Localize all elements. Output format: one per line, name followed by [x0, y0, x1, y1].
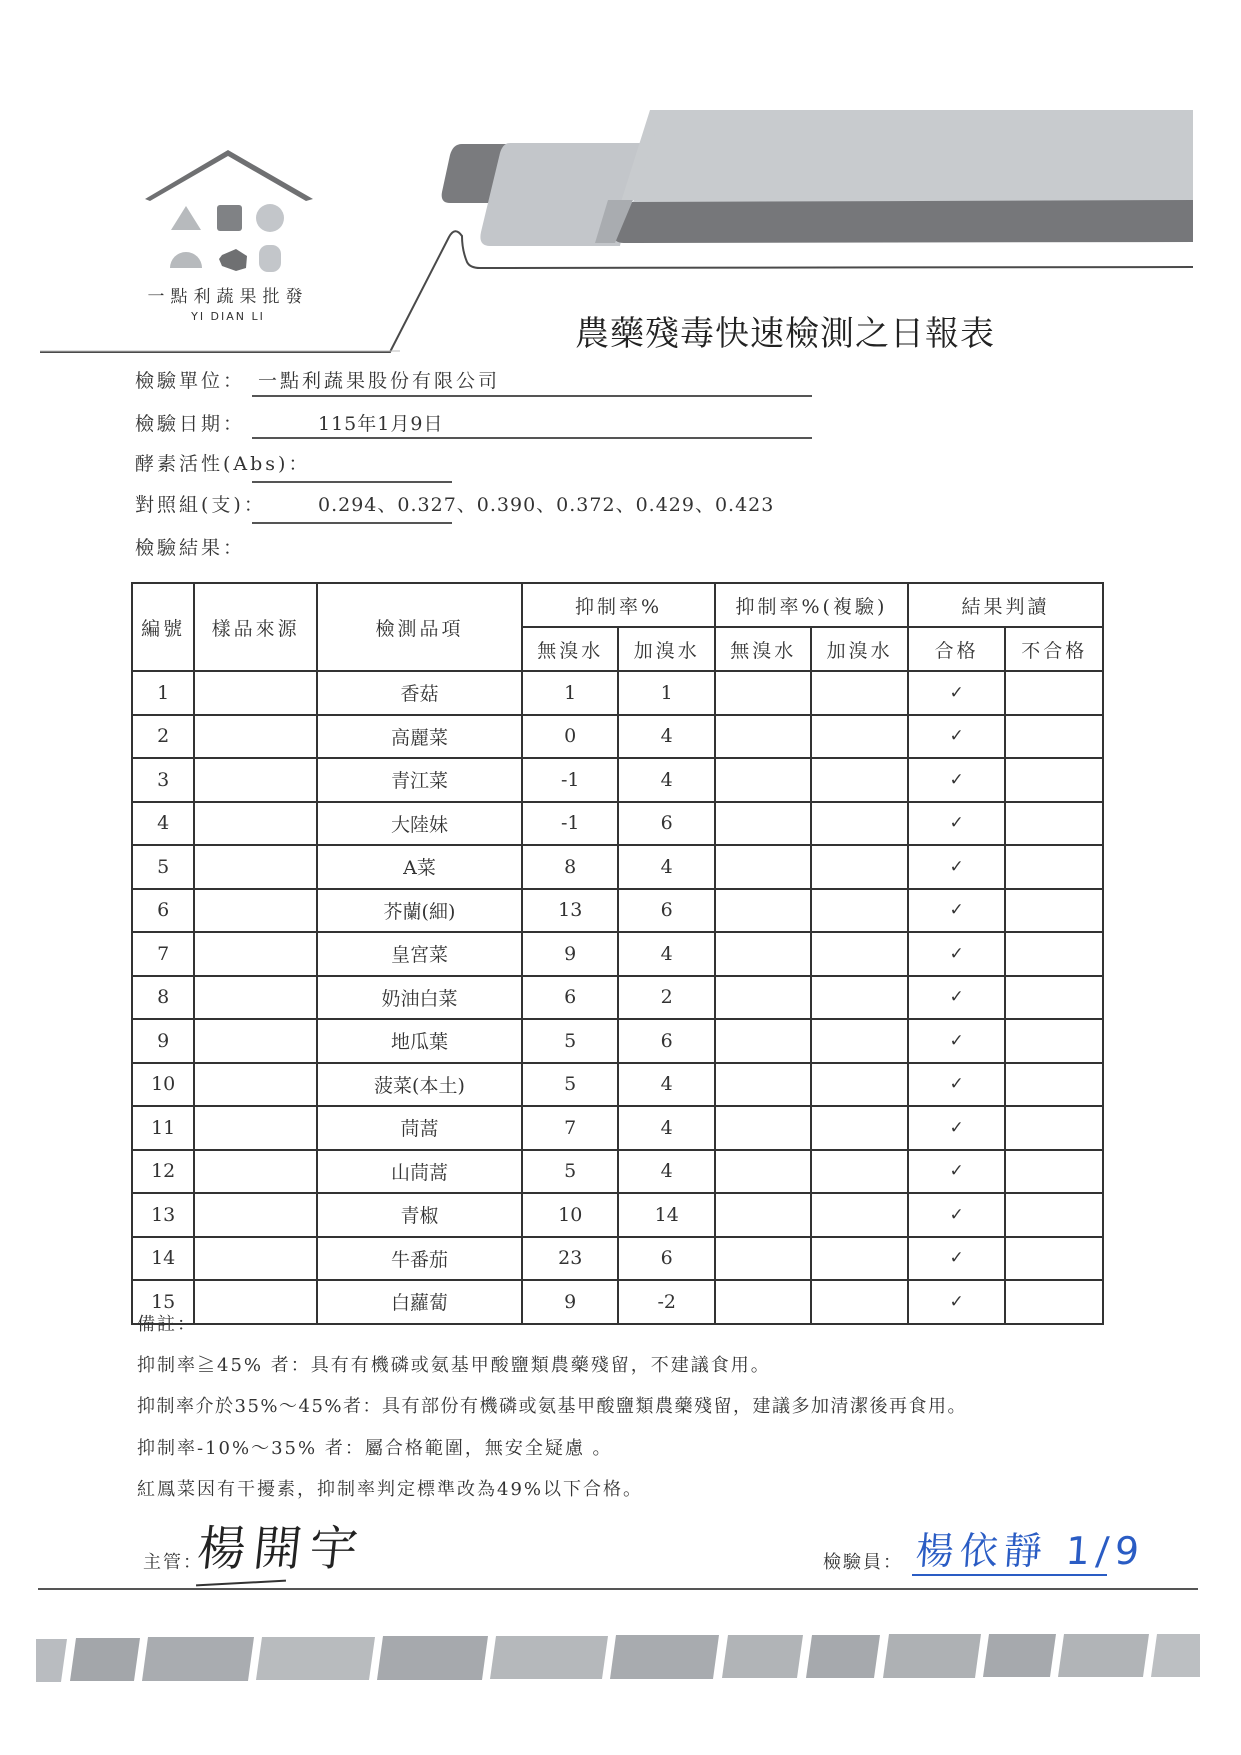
pass-check-icon: ✓ — [908, 715, 1006, 759]
footer-stripe — [983, 1634, 1056, 1677]
cell-no: 15 — [132, 1280, 194, 1324]
table-row — [132, 976, 1103, 1020]
cell-no: 7 — [132, 932, 194, 976]
footer-stripe — [490, 1636, 608, 1679]
note-line: 紅鳳菜因有干擾素，抑制率判定標準改為49%以下合格。 — [137, 1479, 644, 1500]
cell-retest-with-bromine — [811, 1019, 907, 1063]
field-value-unit: 一點利蔬果股份有限公司 — [258, 370, 501, 392]
cell-with-bromine: 4 — [618, 845, 714, 889]
field-value-control: 0.294、0.327、0.390、0.372、0.429、0.423 — [318, 494, 775, 516]
cell-with-bromine: -2 — [618, 1280, 714, 1324]
pass-check-icon: ✓ — [908, 889, 1006, 933]
cell-no-bromine: 6 — [522, 976, 618, 1020]
field-underline — [252, 522, 452, 524]
cell-item: 芥蘭(細) — [317, 889, 522, 933]
col-header-source: 樣品來源 — [194, 583, 317, 671]
header-row-top — [132, 583, 1103, 627]
cell-no: 5 — [132, 845, 194, 889]
cell-with-bromine: 14 — [618, 1193, 714, 1237]
cell-source — [194, 845, 317, 889]
col-header-retest-no-bromine: 無溴水 — [715, 627, 811, 671]
results-table — [131, 582, 1104, 1325]
cell-with-bromine: 4 — [618, 758, 714, 802]
cell-no: 4 — [132, 802, 194, 846]
cell-source — [194, 976, 317, 1020]
logo-name-en: YI DIAN LI — [191, 310, 265, 323]
cell-with-bromine: 4 — [618, 932, 714, 976]
cell-with-bromine: 4 — [618, 1063, 714, 1107]
table-row — [132, 1063, 1103, 1107]
cell-no-bromine: 23 — [522, 1237, 618, 1281]
pass-check-icon: ✓ — [908, 1237, 1006, 1281]
cell-retest-no-bromine — [715, 715, 811, 759]
pass-check-icon: ✓ — [908, 976, 1006, 1020]
cell-fail — [1005, 1063, 1103, 1107]
cell-with-bromine: 6 — [618, 889, 714, 933]
cell-retest-with-bromine — [811, 1150, 907, 1194]
cell-no-bromine: 5 — [522, 1150, 618, 1194]
footer-stripe — [1058, 1634, 1149, 1677]
cell-no: 8 — [132, 976, 194, 1020]
table-row — [132, 1193, 1103, 1237]
cell-no: 1 — [132, 671, 194, 715]
logo-hexagon-icon — [219, 249, 247, 271]
footer-stripe — [70, 1638, 140, 1681]
field-label-date: 檢驗日期： — [135, 413, 246, 435]
table-row — [132, 1019, 1103, 1063]
footer-stripe — [806, 1635, 880, 1678]
cell-no-bromine: 5 — [522, 1019, 618, 1063]
cell-retest-with-bromine — [811, 845, 907, 889]
field-label-unit: 檢驗單位： — [135, 370, 246, 392]
cell-no-bromine: 7 — [522, 1106, 618, 1150]
table-row — [132, 1280, 1103, 1324]
cell-retest-no-bromine — [715, 1193, 811, 1237]
cell-fail — [1005, 1237, 1103, 1281]
cell-retest-no-bromine — [715, 976, 811, 1020]
cell-no-bromine: 5 — [522, 1063, 618, 1107]
note-line: 抑制率介於35%～45%者：具有部份有機磷或氨基甲酸鹽類農藥殘留，建議多加清潔後再食用。 — [137, 1396, 968, 1417]
supervisor-signature: 楊開宇 — [194, 1521, 369, 1577]
cell-retest-with-bromine — [811, 802, 907, 846]
cell-item: 高麗菜 — [317, 715, 522, 759]
note-line: 抑制率-10%～35% 者：屬合格範圍，無安全疑慮 。 — [137, 1438, 613, 1459]
field-label-result: 檢驗結果： — [135, 537, 246, 559]
cell-no-bromine: 9 — [522, 932, 618, 976]
cell-retest-with-bromine — [811, 1237, 907, 1281]
cell-item: 茼蒿 — [317, 1106, 522, 1150]
cell-fail — [1005, 932, 1103, 976]
cell-no: 2 — [132, 715, 194, 759]
cell-with-bromine: 4 — [618, 715, 714, 759]
cell-retest-no-bromine — [715, 1237, 811, 1281]
cell-source — [194, 1106, 317, 1150]
cell-item: 大陸妹 — [317, 802, 522, 846]
logo-circle-icon — [256, 204, 284, 232]
cell-no-bromine: 8 — [522, 845, 618, 889]
cell-retest-with-bromine — [811, 1280, 907, 1324]
cell-source — [194, 1063, 317, 1107]
cell-source — [194, 932, 317, 976]
cell-item: 奶油白菜 — [317, 976, 522, 1020]
cell-no-bromine: 10 — [522, 1193, 618, 1237]
cell-retest-no-bromine — [715, 802, 811, 846]
cell-item: 皇宮菜 — [317, 932, 522, 976]
pass-check-icon: ✓ — [908, 758, 1006, 802]
footer-stripe — [722, 1635, 803, 1678]
cell-retest-with-bromine — [811, 758, 907, 802]
cell-with-bromine: 4 — [618, 1150, 714, 1194]
cell-source — [194, 758, 317, 802]
pass-check-icon: ✓ — [908, 1193, 1006, 1237]
pass-check-icon: ✓ — [908, 802, 1006, 846]
cell-retest-no-bromine — [715, 1106, 811, 1150]
cell-fail — [1005, 889, 1103, 933]
cell-with-bromine: 1 — [618, 671, 714, 715]
cell-retest-no-bromine — [715, 1280, 811, 1324]
cell-fail — [1005, 758, 1103, 802]
cell-source — [194, 1280, 317, 1324]
cell-item: 香菇 — [317, 671, 522, 715]
cell-fail — [1005, 671, 1103, 715]
document-title: 農藥殘毒快速檢測之日報表 — [575, 314, 995, 354]
cell-item: 地瓜葉 — [317, 1019, 522, 1063]
cell-source — [194, 1237, 317, 1281]
footer-stripe — [142, 1637, 254, 1681]
footer-decoration — [0, 1630, 1241, 1690]
col-header-with-bromine: 加溴水 — [618, 627, 714, 671]
banner-large-top — [633, 110, 1193, 202]
cell-retest-no-bromine — [715, 1019, 811, 1063]
table-row — [132, 1106, 1103, 1150]
table-row — [132, 1237, 1103, 1281]
note-line: 抑制率≧45% 者：具有有機磷或氨基甲酸鹽類農藥殘留，不建議食用。 — [137, 1355, 771, 1376]
logo-square-icon — [217, 205, 242, 231]
supervisor-label: 主管： — [143, 1552, 203, 1573]
cell-no-bromine: 13 — [522, 889, 618, 933]
field-underline — [252, 395, 812, 397]
field-value-date: 115年1月9日 — [318, 413, 444, 435]
pass-check-icon: ✓ — [908, 845, 1006, 889]
cell-item: 青江菜 — [317, 758, 522, 802]
cell-retest-with-bromine — [811, 1193, 907, 1237]
cell-retest-no-bromine — [715, 1063, 811, 1107]
col-header-fail: 不合格 — [1005, 627, 1103, 671]
table-row — [132, 671, 1103, 715]
table-row — [132, 932, 1103, 976]
cell-source — [194, 1150, 317, 1194]
table-row — [132, 715, 1103, 759]
col-header-no-bromine: 無溴水 — [522, 627, 618, 671]
cell-no: 3 — [132, 758, 194, 802]
cell-with-bromine: 4 — [618, 1106, 714, 1150]
col-header-result: 結果判讀 — [908, 583, 1103, 627]
banner-dark-bottom — [614, 200, 1193, 243]
cell-source — [194, 715, 317, 759]
logo-roof-icon — [145, 150, 313, 201]
cell-item: 牛番茄 — [317, 1237, 522, 1281]
cell-source — [194, 1193, 317, 1237]
cell-fail — [1005, 845, 1103, 889]
inspector-label: 檢驗員： — [823, 1552, 903, 1573]
field-label-enzyme: 酵素活性(Abs)： — [135, 453, 311, 475]
cell-fail — [1005, 1106, 1103, 1150]
field-label-control: 對照組(支)： — [135, 494, 266, 516]
col-header-no: 編號 — [132, 583, 194, 671]
cell-source — [194, 802, 317, 846]
supervisor-signature-stroke — [196, 1580, 286, 1587]
cell-item: A菜 — [317, 845, 522, 889]
cell-retest-with-bromine — [811, 1106, 907, 1150]
cell-no: 10 — [132, 1063, 194, 1107]
cell-item: 青椒 — [317, 1193, 522, 1237]
cell-retest-no-bromine — [715, 671, 811, 715]
cell-retest-no-bromine — [715, 889, 811, 933]
pass-check-icon: ✓ — [908, 1019, 1006, 1063]
pass-check-icon: ✓ — [908, 1150, 1006, 1194]
footer-stripe — [377, 1636, 488, 1680]
cell-with-bromine: 2 — [618, 976, 714, 1020]
pass-check-icon: ✓ — [908, 1280, 1006, 1324]
cell-no-bromine: -1 — [522, 758, 618, 802]
cell-with-bromine: 6 — [618, 1019, 714, 1063]
notes-heading: 備註： — [137, 1314, 197, 1335]
cell-retest-with-bromine — [811, 932, 907, 976]
cell-retest-with-bromine — [811, 889, 907, 933]
pass-check-icon: ✓ — [908, 671, 1006, 715]
cell-source — [194, 671, 317, 715]
cell-no: 11 — [132, 1106, 194, 1150]
field-underline — [252, 481, 452, 483]
footer-stripe — [1151, 1634, 1200, 1677]
col-header-pass: 合格 — [908, 627, 1006, 671]
table-row — [132, 758, 1103, 802]
cell-source — [194, 1019, 317, 1063]
cell-item: 白蘿蔔 — [317, 1280, 522, 1324]
pass-check-icon: ✓ — [908, 932, 1006, 976]
footer-stripe — [883, 1634, 981, 1678]
footer-stripe — [610, 1635, 719, 1679]
cell-with-bromine: 6 — [618, 802, 714, 846]
cell-retest-with-bromine — [811, 1063, 907, 1107]
logo-name-zh: 一點利蔬果批發 — [147, 287, 309, 307]
cell-no: 14 — [132, 1237, 194, 1281]
table-row — [132, 889, 1103, 933]
cell-no: 9 — [132, 1019, 194, 1063]
footer-stripe — [256, 1637, 375, 1680]
footer-divider — [38, 1588, 1198, 1590]
cell-retest-no-bromine — [715, 1150, 811, 1194]
cell-no: 6 — [132, 889, 194, 933]
cell-fail — [1005, 1280, 1103, 1324]
cell-retest-with-bromine — [811, 976, 907, 1020]
cell-fail — [1005, 976, 1103, 1020]
cell-fail — [1005, 1019, 1103, 1063]
pass-check-icon: ✓ — [908, 1063, 1006, 1107]
pass-check-icon: ✓ — [908, 1106, 1006, 1150]
col-header-retest-with-bromine: 加溴水 — [811, 627, 907, 671]
cell-fail — [1005, 1150, 1103, 1194]
footer-stripe — [36, 1639, 67, 1682]
table-row — [132, 1150, 1103, 1194]
cell-no-bromine: 9 — [522, 1280, 618, 1324]
inspector-signature: 楊依靜 1/9 — [914, 1529, 1147, 1573]
cell-fail — [1005, 715, 1103, 759]
logo-semicircle-icon — [170, 252, 202, 268]
cell-no-bromine: -1 — [522, 802, 618, 846]
cell-retest-with-bromine — [811, 715, 907, 759]
cell-fail — [1005, 1193, 1103, 1237]
cell-fail — [1005, 802, 1103, 846]
cell-no: 12 — [132, 1150, 194, 1194]
col-header-retest: 抑制率%(複驗) — [715, 583, 908, 627]
cell-no-bromine: 0 — [522, 715, 618, 759]
col-header-rate: 抑制率% — [522, 583, 715, 627]
cell-retest-with-bromine — [811, 671, 907, 715]
col-header-item: 檢測品項 — [317, 583, 522, 671]
cell-no: 13 — [132, 1193, 194, 1237]
cell-source — [194, 889, 317, 933]
cell-no-bromine: 1 — [522, 671, 618, 715]
cell-retest-no-bromine — [715, 932, 811, 976]
table-row — [132, 845, 1103, 889]
logo-rounded-rect-icon — [259, 245, 281, 272]
cell-item: 山茼蒿 — [317, 1150, 522, 1194]
inspector-signature-underline — [912, 1574, 1107, 1576]
table-body — [132, 671, 1103, 1324]
cell-retest-no-bromine — [715, 758, 811, 802]
field-underline — [252, 437, 812, 439]
cell-retest-no-bromine — [715, 845, 811, 889]
logo-triangle-icon — [171, 206, 201, 230]
table-row — [132, 802, 1103, 846]
cell-item: 菠菜(本土) — [317, 1063, 522, 1107]
cell-with-bromine: 6 — [618, 1237, 714, 1281]
